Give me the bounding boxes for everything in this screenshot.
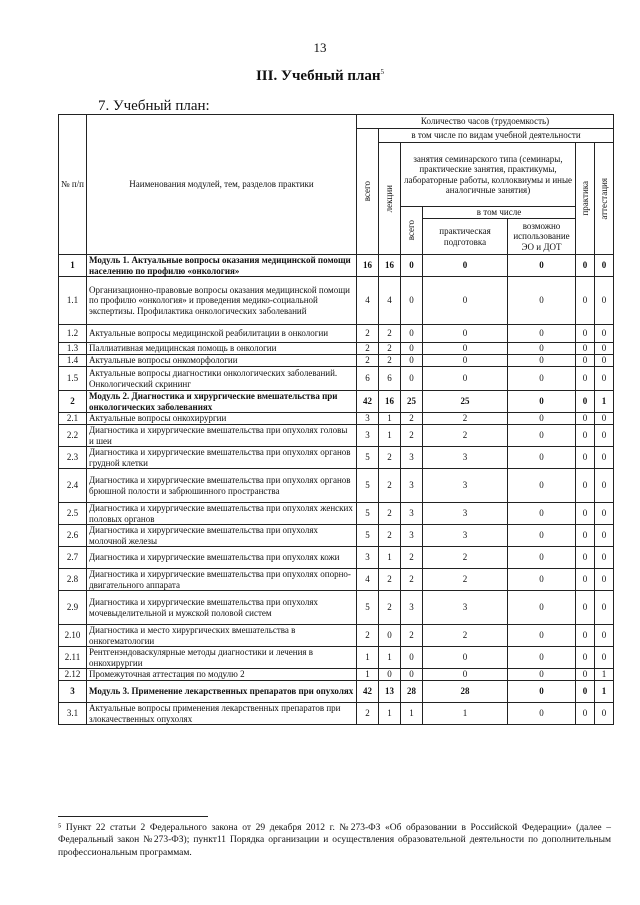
row-name: Актуальные вопросы диагностики онкологических заболеваний. Онкологический скрининг <box>87 367 357 391</box>
row-number: 1.5 <box>59 367 87 391</box>
row-total: 3 <box>357 413 379 425</box>
row-practical-training: 28 <box>423 681 508 703</box>
header-seminar-total-text: всего <box>406 220 417 241</box>
row-lectures: 2 <box>379 325 401 343</box>
row-attestation: 0 <box>595 647 614 669</box>
row-attestation: 1 <box>595 669 614 681</box>
row-name: Диагностика и место хирургических вмешательства в онкогематологии <box>87 625 357 647</box>
row-attestation: 0 <box>595 413 614 425</box>
curriculum-table <box>58 114 614 725</box>
row-lectures: 16 <box>379 255 401 277</box>
row-eo-dot: 0 <box>508 525 576 547</box>
row-total: 4 <box>357 277 379 325</box>
row-seminar-total: 3 <box>401 469 423 503</box>
row-name: Диагностика и хирургические вмешательства при опухолях опорно-двигательного аппарата <box>87 569 357 591</box>
row-name: Модуль 3. Применение лекарственных препаратов при опухолях <box>87 681 357 703</box>
row-total: 5 <box>357 591 379 625</box>
row-attestation: 0 <box>595 343 614 355</box>
row-attestation: 0 <box>595 547 614 569</box>
row-total: 6 <box>357 367 379 391</box>
row-seminar-total: 28 <box>401 681 423 703</box>
row-eo-dot: 0 <box>508 355 576 367</box>
row-number: 2.3 <box>59 447 87 469</box>
header-num: № п/п <box>59 115 87 255</box>
row-attestation: 0 <box>595 325 614 343</box>
row-practical-training: 2 <box>423 547 508 569</box>
table-row <box>59 647 614 669</box>
row-seminar-total: 0 <box>401 325 423 343</box>
table-row <box>59 277 614 325</box>
row-name: Организационно-правовые вопросы оказания медицинской помощи по профилю «онкология» и проведения медико-социальной экспертизы. Профилактика онкологических заболеваний <box>87 277 357 325</box>
header-incl: в том числе <box>423 207 576 219</box>
row-practical-training: 0 <box>423 355 508 367</box>
row-practical-training: 1 <box>423 703 508 725</box>
row-total: 2 <box>357 325 379 343</box>
table-row <box>59 525 614 547</box>
row-name: Диагностика и хирургические вмешательства при опухолях органов грудной клетки <box>87 447 357 469</box>
table-header <box>59 115 614 255</box>
row-lectures: 0 <box>379 625 401 647</box>
header-attestation-text: аттестация <box>598 177 609 220</box>
row-number: 2.1 <box>59 413 87 425</box>
row-attestation: 0 <box>595 525 614 547</box>
plan-heading: 7. Учебный план: <box>98 98 210 114</box>
row-total: 4 <box>357 569 379 591</box>
row-attestation: 0 <box>595 447 614 469</box>
table-row <box>59 391 614 413</box>
row-seminar-total: 0 <box>401 355 423 367</box>
row-practice: 0 <box>576 669 595 681</box>
row-eo-dot: 0 <box>508 425 576 447</box>
header-practice <box>576 143 595 255</box>
row-attestation: 0 <box>595 703 614 725</box>
row-name: Модуль 1. Актуальные вопросы оказания медицинской помощи населению по профилю «онкология» <box>87 255 357 277</box>
row-number: 1 <box>59 255 87 277</box>
row-eo-dot: 0 <box>508 625 576 647</box>
row-number: 2.9 <box>59 591 87 625</box>
row-lectures: 2 <box>379 503 401 525</box>
row-lectures: 2 <box>379 469 401 503</box>
table-row <box>59 325 614 343</box>
row-name: Диагностика и хирургические вмешательства при опухолях кожи <box>87 547 357 569</box>
row-attestation: 0 <box>595 569 614 591</box>
row-eo-dot: 0 <box>508 547 576 569</box>
row-practice: 0 <box>576 447 595 469</box>
row-attestation: 0 <box>595 355 614 367</box>
header-eo-dot: возможно использование ЭО и ДОТ <box>508 219 576 255</box>
header-practice-text: практика <box>579 181 590 216</box>
section-title-text: III. Учебный план <box>255 68 381 84</box>
table-row <box>59 355 614 367</box>
row-number: 3 <box>59 681 87 703</box>
row-practice: 0 <box>576 703 595 725</box>
section-title <box>0 68 640 85</box>
row-number: 2.11 <box>59 647 87 669</box>
row-practical-training: 0 <box>423 325 508 343</box>
table-row <box>59 367 614 391</box>
row-attestation: 1 <box>595 681 614 703</box>
row-number: 2.4 <box>59 469 87 503</box>
row-number: 3.1 <box>59 703 87 725</box>
table-row <box>59 669 614 681</box>
row-number: 2.12 <box>59 669 87 681</box>
row-eo-dot: 0 <box>508 469 576 503</box>
row-practice: 0 <box>576 277 595 325</box>
header-total <box>357 129 379 255</box>
row-practice: 0 <box>576 367 595 391</box>
row-practice: 0 <box>576 647 595 669</box>
row-eo-dot: 0 <box>508 255 576 277</box>
table-row <box>59 447 614 469</box>
row-seminar-total: 0 <box>401 255 423 277</box>
row-attestation: 0 <box>595 503 614 525</box>
row-practice: 0 <box>576 469 595 503</box>
row-eo-dot: 0 <box>508 447 576 469</box>
table-row <box>59 547 614 569</box>
row-seminar-total: 0 <box>401 277 423 325</box>
row-total: 42 <box>357 681 379 703</box>
row-practice: 0 <box>576 391 595 413</box>
row-number: 1.1 <box>59 277 87 325</box>
row-name: Рентгенэндоваскулярные методы диагностики и лечения в онкохирургии <box>87 647 357 669</box>
row-attestation: 0 <box>595 367 614 391</box>
row-practical-training: 3 <box>423 503 508 525</box>
row-name: Паллиативная медицинская помощь в онкологии <box>87 343 357 355</box>
table-body <box>59 255 614 725</box>
row-name: Диагностика и хирургические вмешательства при опухолях молочной железы <box>87 525 357 547</box>
row-eo-dot: 0 <box>508 343 576 355</box>
row-practice: 0 <box>576 681 595 703</box>
row-seminar-total: 2 <box>401 413 423 425</box>
row-lectures: 2 <box>379 525 401 547</box>
row-eo-dot: 0 <box>508 325 576 343</box>
row-seminar-total: 2 <box>401 425 423 447</box>
header-hours: Количество часов (трудоемкость) <box>357 115 614 129</box>
row-lectures: 2 <box>379 343 401 355</box>
row-attestation: 1 <box>595 391 614 413</box>
row-total: 2 <box>357 625 379 647</box>
row-practical-training: 2 <box>423 569 508 591</box>
row-seminar-total: 3 <box>401 525 423 547</box>
row-practice: 0 <box>576 425 595 447</box>
row-attestation: 0 <box>595 255 614 277</box>
row-seminar-total: 2 <box>401 569 423 591</box>
row-lectures: 1 <box>379 413 401 425</box>
row-eo-dot: 0 <box>508 413 576 425</box>
row-practice: 0 <box>576 569 595 591</box>
row-name: Промежуточная аттестация по модулю 2 <box>87 669 357 681</box>
header-seminar: занятия семинарского типа (семинары, практические занятия, практикумы, лабораторные работы, коллоквиумы и иные аналогичные занятия) <box>401 143 576 207</box>
row-number: 2 <box>59 391 87 413</box>
row-seminar-total: 0 <box>401 669 423 681</box>
row-eo-dot: 0 <box>508 591 576 625</box>
row-lectures: 0 <box>379 669 401 681</box>
row-lectures: 1 <box>379 547 401 569</box>
table-row <box>59 503 614 525</box>
row-eo-dot: 0 <box>508 277 576 325</box>
row-practice: 0 <box>576 547 595 569</box>
row-total: 3 <box>357 425 379 447</box>
footnote: ⁵ Пункт 22 статьи 2 Федерального закона от 29 декабря 2012 г. №273-ФЗ «Об образовании в Российской Федерации» (далее – Федеральный закон №273-ФЗ); пункт11 Порядка организации и осуществления образовательной деятельности по дополнительным профессиональным программам. <box>58 823 611 858</box>
table-row <box>59 569 614 591</box>
row-lectures: 1 <box>379 425 401 447</box>
row-name: Диагностика и хирургические вмешательства при опухолях органов брюшной полости и забрюшинного пространства <box>87 469 357 503</box>
row-name: Актуальные вопросы применения лекарственных препаратов при злокачественных опухолях <box>87 703 357 725</box>
header-total-text: всего <box>362 181 373 202</box>
row-seminar-total: 3 <box>401 503 423 525</box>
row-name: Диагностика и хирургические вмешательства при опухолях головы и шеи <box>87 425 357 447</box>
table-row <box>59 591 614 625</box>
row-number: 2.2 <box>59 425 87 447</box>
table-row <box>59 425 614 447</box>
row-number: 2.8 <box>59 569 87 591</box>
row-eo-dot: 0 <box>508 367 576 391</box>
row-seminar-total: 1 <box>401 703 423 725</box>
row-number: 1.4 <box>59 355 87 367</box>
row-seminar-total: 2 <box>401 547 423 569</box>
row-lectures: 13 <box>379 681 401 703</box>
row-lectures: 2 <box>379 591 401 625</box>
row-practice: 0 <box>576 255 595 277</box>
row-practical-training: 3 <box>423 447 508 469</box>
header-seminar-total <box>401 207 423 255</box>
row-practical-training: 0 <box>423 647 508 669</box>
row-lectures: 6 <box>379 367 401 391</box>
table-row <box>59 681 614 703</box>
row-lectures: 16 <box>379 391 401 413</box>
row-name: Актуальные вопросы медицинской реабилитации в онкологии <box>87 325 357 343</box>
row-practical-training: 2 <box>423 625 508 647</box>
row-practical-training: 3 <box>423 525 508 547</box>
row-practical-training: 3 <box>423 469 508 503</box>
footnote-mark: 5 <box>380 68 385 76</box>
row-practice: 0 <box>576 325 595 343</box>
row-practice: 0 <box>576 343 595 355</box>
row-practice: 0 <box>576 625 595 647</box>
header-name: Наименования модулей, тем, разделов практики <box>87 115 357 255</box>
row-total: 5 <box>357 447 379 469</box>
row-eo-dot: 0 <box>508 669 576 681</box>
row-eo-dot: 0 <box>508 703 576 725</box>
row-lectures: 4 <box>379 277 401 325</box>
row-name: Актуальные вопросы онкоморфологии <box>87 355 357 367</box>
row-attestation: 0 <box>595 625 614 647</box>
row-number: 2.5 <box>59 503 87 525</box>
table-row <box>59 343 614 355</box>
row-number: 1.2 <box>59 325 87 343</box>
table-row <box>59 703 614 725</box>
row-seminar-total: 0 <box>401 647 423 669</box>
header-lectures <box>379 143 401 255</box>
row-total: 5 <box>357 503 379 525</box>
page-number: 13 <box>313 40 327 55</box>
row-practical-training: 0 <box>423 343 508 355</box>
table-row <box>59 469 614 503</box>
row-name: Модуль 2. Диагностика и хирургические вмешательства при онкологических заболеваниях <box>87 391 357 413</box>
row-practice: 0 <box>576 503 595 525</box>
row-lectures: 1 <box>379 647 401 669</box>
row-lectures: 2 <box>379 447 401 469</box>
row-seminar-total: 3 <box>401 447 423 469</box>
row-attestation: 0 <box>595 469 614 503</box>
row-name: Диагностика и хирургические вмешательства при опухолях мочевыделительной и мужской половой систем <box>87 591 357 625</box>
header-by-type: в том числе по видам учебной деятельности <box>379 129 614 143</box>
table-row <box>59 413 614 425</box>
header-lectures-text: лекции <box>384 184 395 213</box>
row-total: 2 <box>357 343 379 355</box>
row-number: 2.10 <box>59 625 87 647</box>
row-attestation: 0 <box>595 591 614 625</box>
row-total: 16 <box>357 255 379 277</box>
row-practice: 0 <box>576 355 595 367</box>
row-lectures: 2 <box>379 355 401 367</box>
table-row <box>59 625 614 647</box>
row-number: 2.6 <box>59 525 87 547</box>
row-practical-training: 0 <box>423 669 508 681</box>
row-total: 42 <box>357 391 379 413</box>
row-number: 2.7 <box>59 547 87 569</box>
row-practical-training: 2 <box>423 413 508 425</box>
row-total: 2 <box>357 355 379 367</box>
row-number: 1.3 <box>59 343 87 355</box>
row-total: 1 <box>357 647 379 669</box>
row-practical-training: 0 <box>423 277 508 325</box>
row-attestation: 0 <box>595 277 614 325</box>
row-total: 2 <box>357 703 379 725</box>
row-seminar-total: 25 <box>401 391 423 413</box>
row-name: Актуальные вопросы онкохирургии <box>87 413 357 425</box>
row-practical-training: 2 <box>423 425 508 447</box>
header-practical-training: практическая подготовка <box>423 219 508 255</box>
row-practice: 0 <box>576 413 595 425</box>
row-eo-dot: 0 <box>508 681 576 703</box>
row-seminar-total: 0 <box>401 343 423 355</box>
table-row <box>59 255 614 277</box>
row-total: 1 <box>357 669 379 681</box>
footnote-divider <box>58 816 208 817</box>
row-name: Диагностика и хирургические вмешательства при опухолях женских половых органов <box>87 503 357 525</box>
row-seminar-total: 3 <box>401 591 423 625</box>
row-practical-training: 3 <box>423 591 508 625</box>
row-eo-dot: 0 <box>508 569 576 591</box>
row-lectures: 2 <box>379 569 401 591</box>
row-total: 3 <box>357 547 379 569</box>
row-seminar-total: 2 <box>401 625 423 647</box>
row-attestation: 0 <box>595 425 614 447</box>
header-attestation <box>595 143 614 255</box>
row-practice: 0 <box>576 591 595 625</box>
row-practice: 0 <box>576 525 595 547</box>
row-total: 5 <box>357 525 379 547</box>
row-seminar-total: 0 <box>401 367 423 391</box>
row-total: 5 <box>357 469 379 503</box>
row-eo-dot: 0 <box>508 503 576 525</box>
row-eo-dot: 0 <box>508 391 576 413</box>
row-eo-dot: 0 <box>508 647 576 669</box>
row-practical-training: 0 <box>423 367 508 391</box>
row-lectures: 1 <box>379 703 401 725</box>
row-practical-training: 25 <box>423 391 508 413</box>
row-practical-training: 0 <box>423 255 508 277</box>
